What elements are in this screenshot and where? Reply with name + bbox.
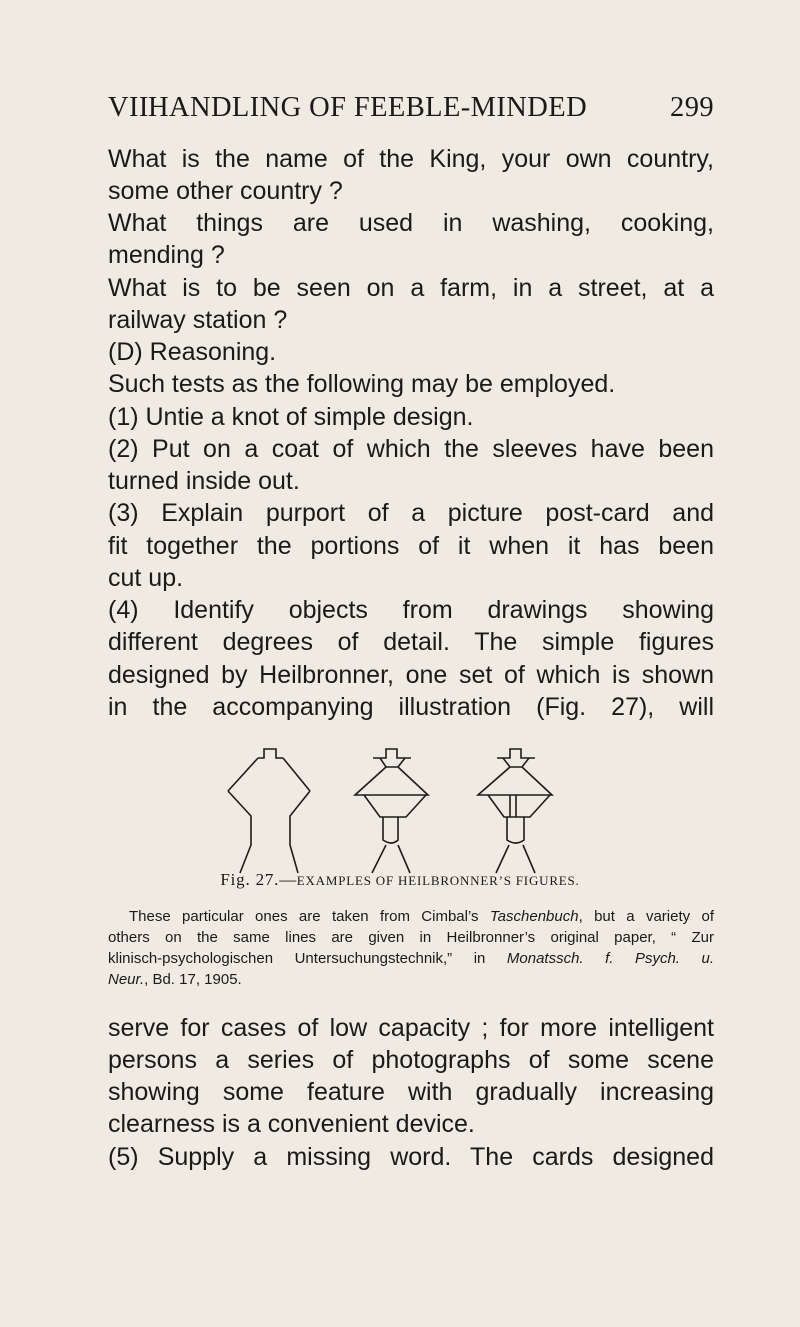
figure-2 bbox=[355, 749, 428, 873]
body-line: railway station ? bbox=[108, 306, 288, 334]
footnote-text: klinisch-psychologischen Untersuchungstechnik,” in bbox=[108, 950, 507, 967]
body-line: turned inside out. bbox=[108, 467, 300, 495]
body-line: some other country ? bbox=[108, 177, 343, 205]
body-line: What is the name of the King, your own country, bbox=[108, 145, 714, 173]
caption-dash: — bbox=[279, 870, 297, 889]
footnote-line: others on the same lines are given in Heilbronner’s original paper, “ Zur bbox=[108, 929, 714, 946]
body-line: (1) Untie a knot of simple design. bbox=[108, 403, 474, 431]
footnote-line bbox=[108, 969, 714, 990]
figure-1 bbox=[228, 749, 310, 873]
body-line: fit together the portions of it when it has been bbox=[108, 532, 714, 560]
body-line: different degrees of detail. The simple figures bbox=[108, 628, 714, 656]
body-line: clearness is a convenient device. bbox=[108, 1110, 475, 1138]
body-line: serve for cases of low capacity ; for more intelligent bbox=[108, 1014, 714, 1042]
figure-3 bbox=[478, 749, 552, 873]
figure-caption bbox=[0, 870, 800, 890]
footnote-text: , but a variety of bbox=[578, 908, 714, 925]
body-line: (5) Supply a missing word. The cards designed bbox=[108, 1143, 714, 1171]
body-line: designed by Heilbronner, one set of which is shown bbox=[108, 661, 714, 689]
footnote-line bbox=[108, 948, 714, 969]
body-line: Such tests as the following may be employed. bbox=[108, 370, 616, 398]
footnote-line bbox=[129, 906, 714, 927]
caption-text: EXAMPLES OF HEILBRONNER’S FIGURES. bbox=[296, 873, 580, 888]
chapter-number: VII bbox=[108, 92, 149, 123]
body-line: showing some feature with gradually increasing bbox=[108, 1078, 714, 1106]
caption-fig-label: Fig. 27. bbox=[220, 870, 280, 889]
body-line: (3) Explain purport of a picture post-card and bbox=[108, 499, 714, 527]
footnote-text: These particular ones are taken from Cimbal’s bbox=[129, 908, 490, 925]
page-number: 299 bbox=[670, 92, 714, 123]
footnote-italic: Neur. bbox=[108, 971, 145, 988]
body-line: (4) Identify objects from drawings showing bbox=[108, 596, 714, 624]
body-line: What things are used in washing, cooking, bbox=[108, 209, 714, 237]
footnote-text: , Bd. 17, 1905. bbox=[144, 971, 242, 988]
body-line: persons a series of photographs of some scene bbox=[108, 1046, 714, 1074]
body-line: cut up. bbox=[108, 564, 184, 592]
footnote-italic: Monatssch. f. Psych. u. bbox=[506, 950, 714, 967]
section-heading: (D) Reasoning. bbox=[108, 338, 277, 366]
body-line: What is to be seen on a farm, in a street, at a bbox=[108, 274, 714, 302]
body-line: mending ? bbox=[108, 241, 225, 269]
footnote-italic: Taschenbuch bbox=[489, 908, 579, 925]
body-line: in the accompanying illustration (Fig. 27), will bbox=[108, 693, 714, 721]
running-title: HANDLING OF FEEBLE-MINDED bbox=[148, 92, 588, 123]
body-line: (2) Put on a coat of which the sleeves have been bbox=[108, 435, 714, 463]
